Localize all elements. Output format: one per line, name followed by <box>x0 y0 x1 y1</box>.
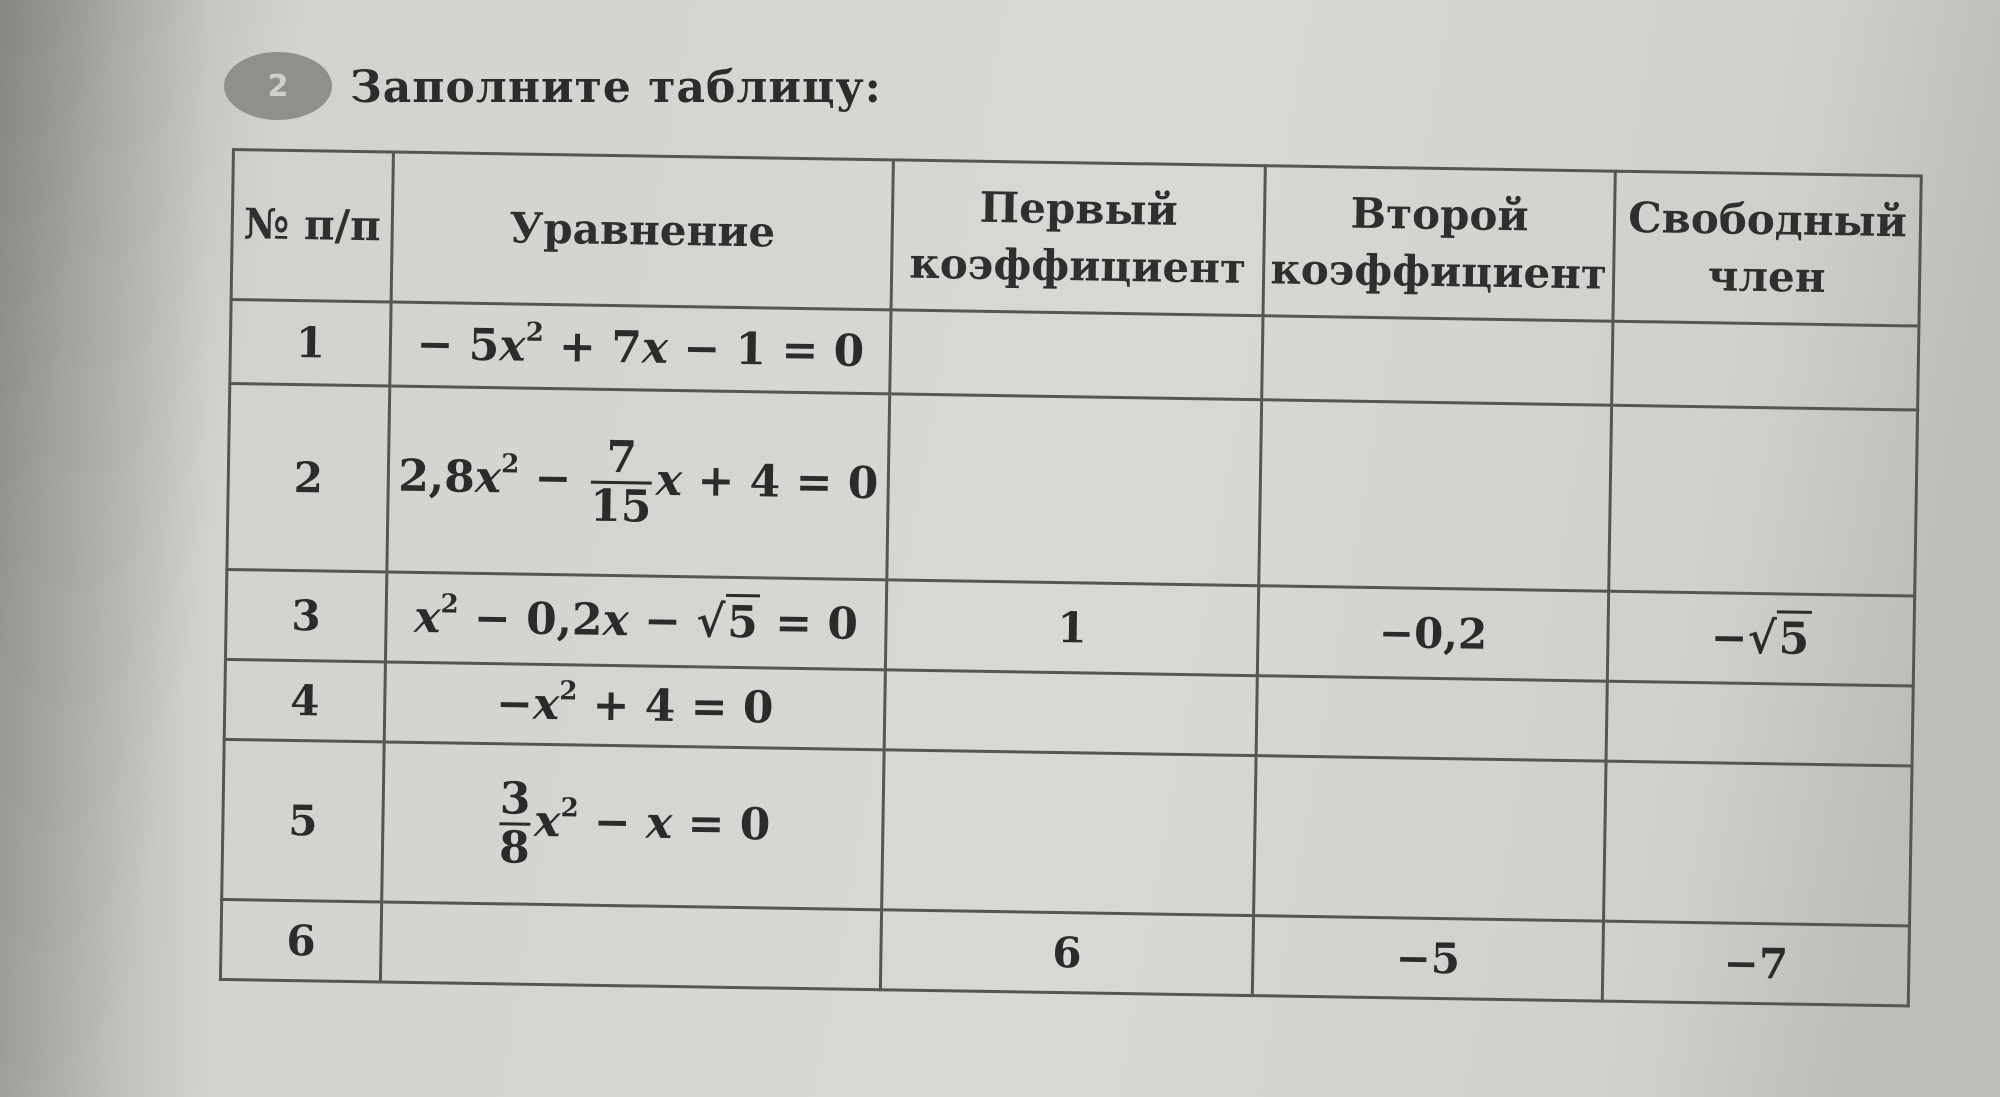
equation: $\frac{3}{8}$ $x^2 - x = 0$ <box>498 773 771 874</box>
first-coefficient-cell: 6 <box>880 910 1253 996</box>
first-coefficient-cell[interactable]: 1 <box>885 580 1258 676</box>
second-coefficient-cell[interactable] <box>1256 676 1607 761</box>
second-coefficient-cell[interactable] <box>1259 400 1612 591</box>
free-term-cell[interactable] <box>1612 321 1919 410</box>
free-term-value: −√5 <box>1710 612 1811 665</box>
second-coefficient-cell[interactable] <box>1254 756 1606 921</box>
free-term-cell[interactable] <box>1607 591 1914 686</box>
equation: − $5x^2 + 7x - 1 = 0$ <box>416 317 865 377</box>
equation-cell <box>384 662 885 750</box>
free-term-cell[interactable] <box>1609 405 1918 596</box>
task-number-badge <box>224 52 332 120</box>
free-term-cell[interactable] <box>1606 681 1913 766</box>
fraction: $\frac{7}{15}$ <box>589 431 652 533</box>
table-row <box>227 383 1918 595</box>
equation-cell <box>382 742 884 910</box>
second-coefficient-cell[interactable] <box>1262 316 1613 405</box>
header-free-term: Свободный член <box>1613 171 1921 326</box>
free-term-cell: −7 <box>1602 921 1909 1006</box>
equation: $2,8x^2$ − $\frac{7}{15}$ x + 4 = 0 <box>397 431 879 533</box>
table-row <box>222 739 1912 925</box>
header-second-coefficient: Второй коэффициент <box>1263 166 1615 321</box>
first-coefficient-cell[interactable] <box>884 670 1257 756</box>
equation: $-x^2 + 4 = 0$ <box>495 676 774 734</box>
square-root: √5 <box>696 596 760 648</box>
first-coefficient-cell[interactable] <box>882 750 1256 916</box>
equation-cell <box>390 302 891 394</box>
task-title: Заполните таблицу: <box>350 62 882 113</box>
page-edge-shadow <box>0 0 210 1097</box>
fraction: $\frac{3}{8}$ <box>498 773 531 874</box>
row-number: 1 <box>230 300 391 387</box>
equation-cell[interactable] <box>380 902 881 990</box>
row-number: 6 <box>220 899 381 982</box>
first-coefficient-cell[interactable] <box>890 310 1263 400</box>
header-first-coefficient: Первый коэффициент <box>891 160 1265 316</box>
table-container <box>219 148 1920 1004</box>
row-number: 4 <box>224 659 385 742</box>
equation: $x^2 - 0,2x - √5 = 0$ <box>413 589 859 650</box>
equations-table <box>219 148 1923 1007</box>
second-coefficient-cell: −5 <box>1252 916 1603 1001</box>
equation-cell <box>387 386 890 580</box>
row-number: 5 <box>222 739 384 901</box>
row-number: 2 <box>227 383 390 571</box>
header-num: № п/п <box>231 150 393 302</box>
free-term-cell[interactable] <box>1604 761 1912 926</box>
header-equation: Уравнение <box>391 152 893 310</box>
task-number: 2 <box>267 68 289 104</box>
first-coefficient-cell[interactable] <box>887 394 1262 586</box>
equation-cell <box>385 572 886 670</box>
table-header-row <box>231 150 1921 326</box>
row-number: 3 <box>225 569 386 662</box>
second-coefficient-cell[interactable]: −0,2 <box>1257 586 1608 681</box>
